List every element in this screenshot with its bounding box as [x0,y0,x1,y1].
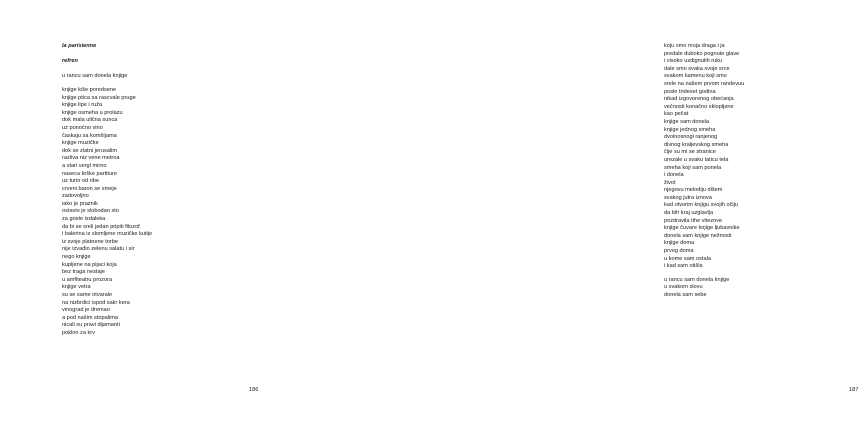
poem-line: ostavio je slobodan sto [62,208,119,215]
poem-line: iz svoje platnene torbe [62,238,118,245]
poem-line: kupljene na pijaci koja [62,261,117,268]
poem-line: a stari vergl mirno [62,162,107,169]
poem-line: život [664,179,676,186]
poem-line: za goste izdaleka [62,216,106,223]
poem-line: i donela [664,172,684,179]
poem-text-right [664,43,864,300]
poem-line: knjige jednog smeha [664,126,716,133]
poem-line: su se same otvarale [62,292,113,298]
poem-line: knjige čuvare knjige ljubavnike [664,225,740,232]
spacer [62,66,262,74]
poem-line: u kome sam ostala [664,255,711,262]
poem-line: da bih kraj uzglavlja [664,210,714,217]
poem-line: knjige vetra [62,284,91,291]
poem-line: prvog doma [664,248,694,255]
poem-line: razliva niz vene metroa [62,155,120,162]
poem-line: vinograd je dremao [62,307,110,314]
poem-line: večnosti konačno sklopljene [664,103,734,110]
poem-line: i visoko uzdignutih ruku [664,58,723,65]
poem-line: uz turin od ribe [62,178,100,185]
spacer [62,51,262,59]
poem-line: posle trideset godina [664,88,716,95]
left-page [0,0,300,423]
poem-line: knjige muzičke [62,140,99,147]
poem-subtitle: refren [62,58,78,65]
poem-line: pozdravila tihe vitezove [664,217,723,224]
poem-line: časkaju sa komšijama [62,132,117,139]
poem-line: donela sam knjige nežnosti [664,232,732,239]
stanza-left [62,87,262,338]
poem-line: u rancu sam donela knjige [664,276,730,283]
poem-line: dale smo svaka svoje srce [664,65,730,72]
poem-line: svakom kamenu koji smo [664,73,727,80]
poem-line: dok se zlatni jerusalim [62,147,118,154]
poem-line: knjige sam donela [664,118,710,125]
poem-line: dvoinosnogi ranjenog [664,134,718,141]
stanza-right [664,43,864,271]
poem-line: uz ponoćno vino [62,124,103,131]
poem-line: svakog jutra iznova [664,194,712,201]
page-number-right: 187 [849,387,859,393]
poem-line: dok mala ulična sunca [62,117,118,124]
poem-line: njegovu melodiju dišem [664,187,723,194]
poem-line: knjige osmeha u prolazu [62,109,123,116]
poem-line: nije izvadio zelenu salatu i sir [62,246,135,253]
poem-line: poklon za krv [62,329,95,336]
poem-line: nicali su pravi dijamanti [62,322,120,329]
stanza-outro [664,277,864,300]
poem-line: divnog kraljevskog smeha [664,141,729,148]
poem-line: i kad sam otišla [664,263,703,270]
poem-line: naseca krške partiture [62,170,118,177]
poem-line: predale duboko pognute glave [664,50,740,57]
poem-line: zadovoljno [62,193,89,200]
poem-line: srele na našem prvom randevuu [664,80,745,87]
right-page [300,0,859,423]
poem-line: donela sam sebe [664,292,707,298]
poem-line: i balerina iz slomljene muzičke kutije [62,231,153,238]
poem-line: nego knjige [62,254,91,261]
poem-line: da bi se sreli jedan pripiti filozof [62,223,140,230]
poem-line: urezale u svaku laticu tela [664,156,729,163]
poem-line: nikad izgovorenog obećanja [664,96,734,103]
poem-line: crveni baron se smeje [62,185,117,192]
poem-line: u amfiteatru prozora [62,276,113,283]
poem-line: kao pečat [664,111,689,118]
poem-line: knjige kiše poredsene [62,86,117,93]
poem-title: la parisienne [62,43,97,49]
poem-line: knjige doma [664,240,695,247]
poem-line: u svakom slovu [664,284,703,291]
page-number-left: 186 [249,387,259,393]
poem-line: bez traga nestaje [62,269,105,276]
poem-line: a pod našim stopalima [62,314,118,321]
poem-line: knjige ptica sa rascvale pruge [62,94,136,101]
poem-line: na nizbrdici ispod sakr kera [62,299,130,306]
intro-line: u rancu sam donela knjige [62,73,128,80]
poem-line: čije su mi se stranice [664,149,716,156]
poem-line: iako je praznik [62,200,98,207]
poem-line: knjige lipe i ruža [62,102,103,109]
poem-line: kad otvorim knjigu svojih očiju [664,202,738,209]
poem-line: smeha koji sam ponela [664,164,722,171]
poem-text-left [62,43,262,338]
poem-line: koju smo moja draga i ja [664,43,725,49]
